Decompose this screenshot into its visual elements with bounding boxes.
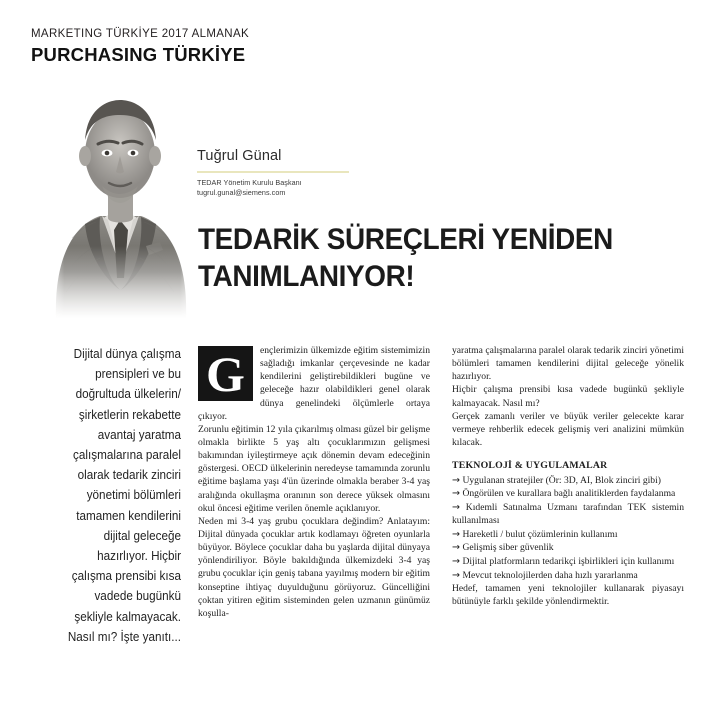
author-name: Tuğrul Günal [197, 148, 282, 164]
arrow-icon: → [452, 569, 461, 581]
list-item [452, 555, 684, 568]
pull-quote: Dijital dünya çalışma prensipleri ve bu doğrultuda ülkelerin/ şirketlerin rekabette avantaj yaratma çalışmalarına paralel olarak tedarik zinciri yönetimi bölümleri tamamen kendilerini dijital geleceğe hazırlıyor. Hiçbir çalışma prensibi kısa vadede bugünkü şekliyle kalmayacak. Nasıl mı? İşte yanıtı... [67, 346, 181, 644]
arrow-icon: → [452, 488, 461, 500]
body-paragraph [198, 344, 430, 423]
body-paragraph: Zorunlu eğitimin 12 yıla çıkarılmış olması güzel bir gelişme olmakla birlikte 5 yaş altı çocuklarımızın gelişmesi bakımından iyileştirmeye açık dönemin devam edeceğinin göstergesi. OECD ülkelerinin neredeyse tamamında zorunlu eğitime başlama yaşı 4'ün üzerinde olmakla beraber 3-4 yaş aralığında okullaşma oranının son derece yüksek olmasını okul öncesi eğitime verilen önemle açıklanıyor. [198, 423, 430, 514]
list-item-label: Dijital platformların tedarikçi işbirlikleri için kullanımı [462, 555, 675, 567]
list-item [452, 474, 684, 487]
list-item-label: Hareketli / bulut çözümlerinin kullanımı [462, 528, 618, 540]
portrait-photo [38, 78, 203, 318]
body-paragraph: Hiçbir çalışma prensibi kısa vadede bugünkü şekliyle kalmayacak. Nasıl mı? [452, 384, 684, 409]
headline-line-1: TEDARİK SÜREÇLERİ YENİDEN [198, 223, 613, 256]
arrow-icon: → [452, 501, 461, 513]
list-item-label: Mevcut teknolojilerden daha hızlı yararlanma [462, 569, 638, 581]
body-column-right [452, 344, 684, 720]
technology-bullet-list [452, 474, 684, 582]
list-item [452, 528, 684, 541]
body-column-middle [198, 344, 430, 720]
byline [197, 148, 412, 199]
masthead-title: PURCHASING TÜRKİYE [31, 43, 246, 65]
author-email: tugrul.gunal@siemens.com [197, 188, 286, 198]
body-paragraph: Gerçek zamanlı veriler ve büyük veriler gelecekte karar vermeye rehberlik edecek gelişmiş veri analizini mümkün kılacak. [452, 410, 684, 448]
arrow-icon: → [452, 555, 461, 567]
section-heading: TEKNOLOJİ & UYGULAMALAR [452, 460, 608, 472]
portrait-illustration [38, 78, 203, 318]
list-item-label: Kıdemli Satınalma Uzmanı tarafından TEK sistemin kullanılması [452, 501, 684, 526]
list-item [452, 541, 684, 554]
arrow-icon: → [452, 474, 461, 486]
body-paragraph-text: ençlerimizin ülkemizde eğitim sistemimizin sağladığı imkanlar çerçevesinde ne kadar kendilerini geliştirebildikleri bugüne ve geleceğe hazır olabildikleri genel olarak dünya genelindeki ölçümlerle ortaya çıkıyor. [198, 345, 430, 422]
list-item [452, 487, 684, 500]
list-item-label: Gelişmiş siber güvenlik [462, 542, 554, 554]
portrait-image [38, 78, 203, 318]
list-item [452, 501, 684, 527]
author-role: TEDAR Yönetim Kurulu Başkanı [197, 177, 302, 187]
masthead [31, 28, 451, 65]
body-paragraph: Neden mi 3-4 yaş grubu çocuklara değindim? Anlatayım: Dijital dünyada çocuklar artık kodlamayı öğreten oyunlarla büyüyor. Böylece çocuklar daha bu yaşlarda dijital dünyaya yönlendiriliyor. Böyle bakıldığında ülkemizdeki 3-4 yaş grubu çocuklar için geniş tabana yayılmış modern bir eğitim konseptine ihtiyaç duyulduğunu görüyoruz. Güncelliğini çoktan yitiren eğitim sisteminden gelen uzmanın günümüz koşulla- [198, 515, 430, 619]
byline-divider [197, 171, 349, 173]
arrow-icon: → [452, 542, 461, 554]
arrow-icon: → [452, 528, 461, 540]
article-headline [198, 222, 644, 295]
list-item-label: Öngörülen ve kurallara bağlı analitiklerden faydalanma [462, 488, 676, 500]
masthead-kicker: MARKETING TÜRKİYE 2017 ALMANAK [31, 28, 249, 40]
headline-line-2: TANIMLANIYOR! [198, 259, 415, 293]
drop-cap: G [198, 346, 253, 401]
list-item-label: Uygulanan stratejiler (Ör: 3D, AI, Blok zinciri gibi) [462, 474, 661, 486]
body-paragraph: yaratma çalışmalarına paralel olarak tedarik zinciri yönetimi bölümleri tamamen kendilerini dijital geleceğe yönelik hazırlıyor. [452, 345, 684, 383]
closing-paragraph: Hedef, tamamen yeni teknolojiler kullanarak piyasayı bütünüyle farklı şekilde yönlendirmektir. [452, 583, 684, 608]
list-item [452, 569, 684, 582]
